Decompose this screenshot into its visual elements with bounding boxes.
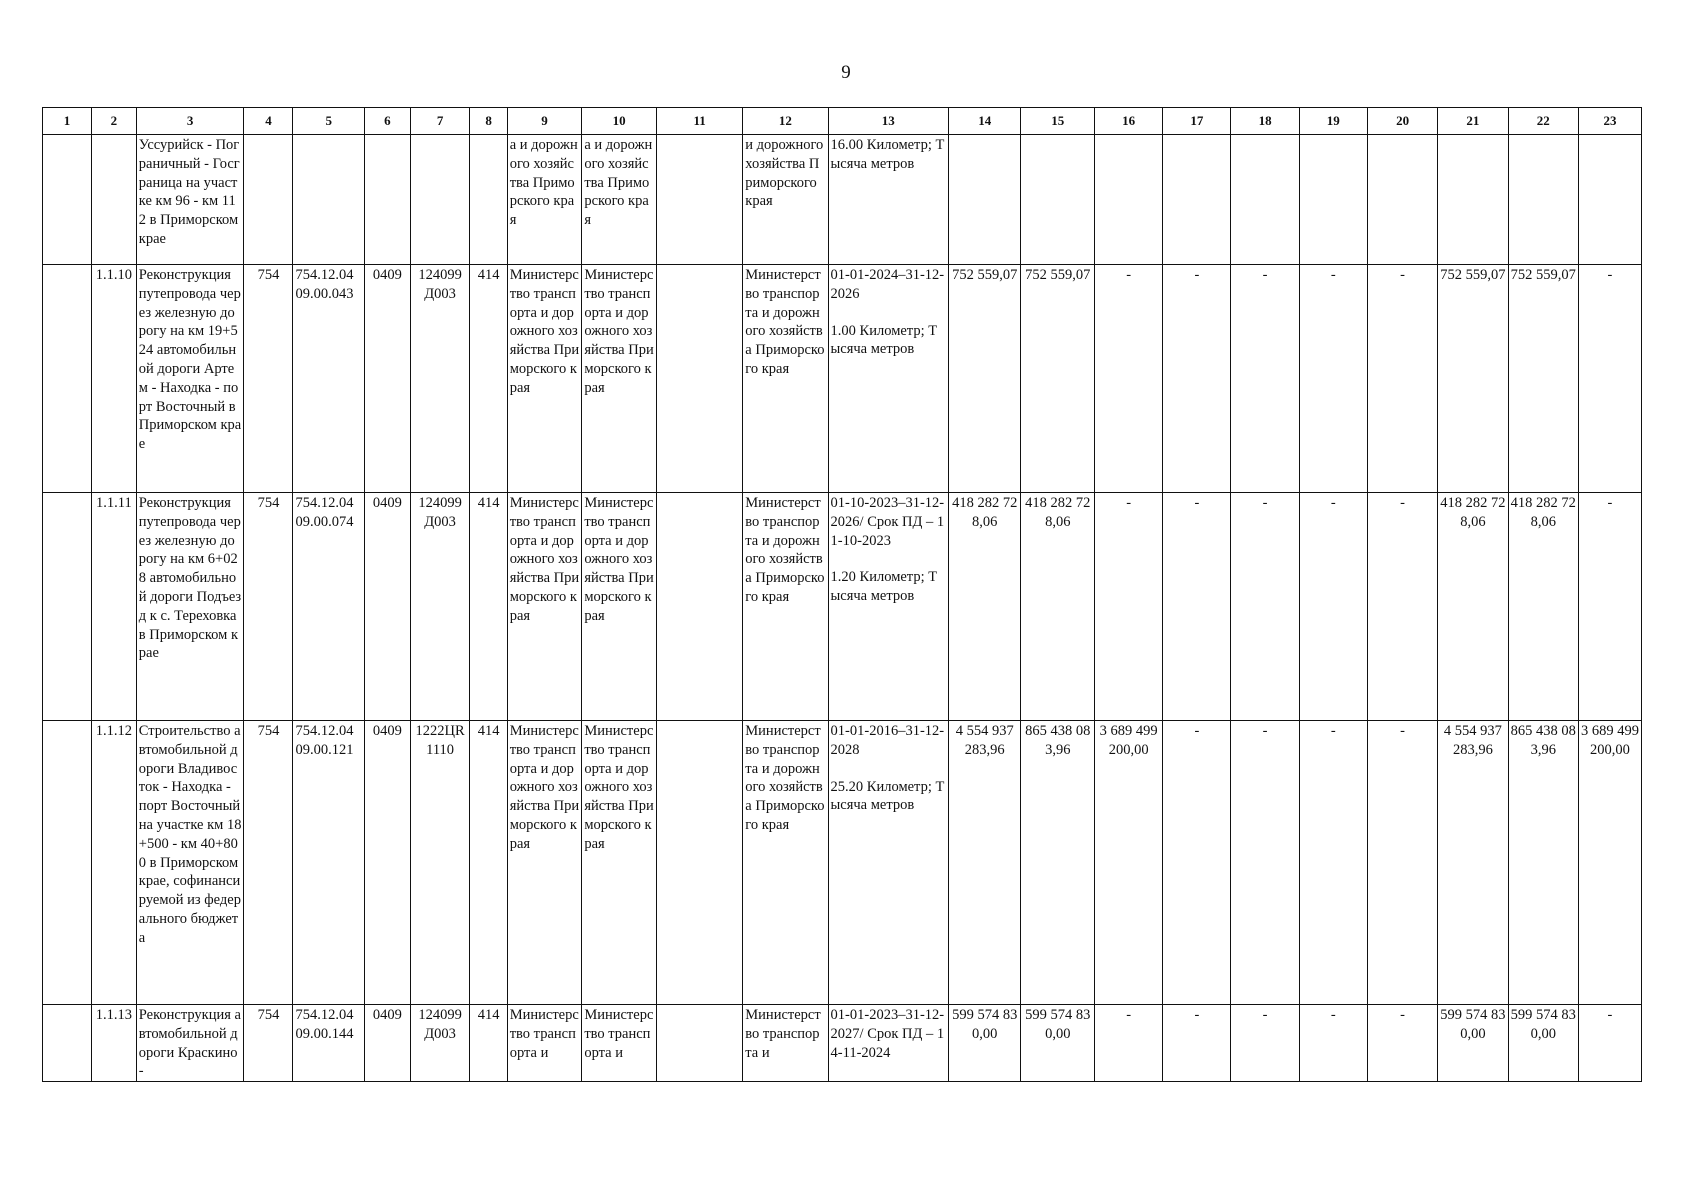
cell-name: Уссурийск - Пограничный - Госграница на участке км 96 - км 112 в Приморском крае [136, 135, 244, 265]
cell-col5 [293, 135, 364, 265]
cell-col10: Министерство транспорта и дорожного хозяйства Приморского края [582, 493, 657, 721]
column-header: 7 [410, 108, 470, 135]
cell-code: 1.1.12 [92, 721, 137, 1005]
cell-col7: 124099 Д003 [410, 493, 470, 721]
column-header: 4 [244, 108, 293, 135]
cell-col12: Министерство транспорта и дорожного хозяйства Приморского края [743, 265, 828, 493]
cell-code: 1.1.13 [92, 1005, 137, 1082]
cell-col13-period: 01-10-2023–31-12-2026/ Срок ПД – 11-10-2023 [830, 495, 945, 549]
cell-col5: 754.12.04 09.00.144 [293, 1005, 364, 1082]
cell-col4 [244, 135, 293, 265]
column-header: 20 [1367, 108, 1437, 135]
cell-col17 [1163, 135, 1231, 265]
cell-col21 [1438, 135, 1508, 265]
cell-col18 [1231, 135, 1299, 265]
cell-col18: - [1231, 1005, 1299, 1082]
cell-col18: - [1231, 265, 1299, 493]
cell-col11 [656, 493, 742, 721]
cell-col12: Министерство транспорта и дорожного хозяйства Приморского края [743, 493, 828, 721]
cell-col19: - [1299, 721, 1367, 1005]
cell-col10: Министерство транспорта и дорожного хозяйства Приморского края [582, 721, 657, 1005]
cell-col4: 754 [244, 721, 293, 1005]
cell-name: Реконструкция путепровода через железную дорогу на км 6+028 автомобильной дороги Подъезд к с. Тереховка в Приморском крае [136, 493, 244, 721]
column-header: 2 [92, 108, 137, 135]
cell-col9: Министерство транспорта и дорожного хозяйства Приморского края [507, 265, 582, 493]
column-header: 13 [828, 108, 948, 135]
cell-name: Реконструкция путепровода через железную дорогу на км 19+524 автомобильной дороги Артем - Находка - порт Восточный в Приморском крае [136, 265, 244, 493]
column-header: 12 [743, 108, 828, 135]
cell-col9: Министерство транспорта и дорожного хозяйства Приморского края [507, 493, 582, 721]
cell-col11 [656, 721, 742, 1005]
table-row [43, 721, 1642, 1005]
cell-col18: - [1231, 721, 1299, 1005]
cell-name: Строительство автомобильной дороги Владивосток - Находка - порт Восточный на участке км 18+500 - км 40+800 в Приморском крае, софинансируемой из федерального бюджета [136, 721, 244, 1005]
cell-code: 1.1.11 [92, 493, 137, 721]
column-header: 11 [656, 108, 742, 135]
column-header: 5 [293, 108, 364, 135]
cell-col13 [828, 265, 948, 493]
cell-col6: 0409 [364, 493, 410, 721]
cell-num [43, 265, 92, 493]
page-number: 9 [841, 62, 851, 83]
cell-num [43, 493, 92, 721]
cell-col22: 865 438 083,96 [1508, 721, 1578, 1005]
cell-col10: Министерство транспорта и [582, 1005, 657, 1082]
cell-col6 [364, 135, 410, 265]
cell-col10: Министерство транспорта и дорожного хозяйства Приморского края [582, 265, 657, 493]
cell-col22: 752 559,07 [1508, 265, 1578, 493]
table-row [43, 265, 1642, 493]
cell-col13-capacity: 25.20 Километр; Тысяча метров [830, 778, 945, 814]
cell-col11 [656, 265, 742, 493]
cell-col8: 414 [470, 265, 507, 493]
cell-num [43, 135, 92, 265]
column-header: 16 [1095, 108, 1163, 135]
cell-col13-period: 01-01-2024–31-12-2026 [830, 267, 945, 302]
cell-col13-period: 01-01-2016–31-12-2028 [830, 723, 945, 758]
column-header: 1 [43, 108, 92, 135]
cell-col19: - [1299, 1005, 1367, 1082]
cell-col4: 754 [244, 265, 293, 493]
cell-code: 1.1.10 [92, 265, 137, 493]
cell-col7 [410, 135, 470, 265]
cell-col20: - [1367, 721, 1437, 1005]
cell-col23: - [1578, 265, 1641, 493]
cell-col16: - [1095, 1005, 1163, 1082]
cell-col20: - [1367, 265, 1437, 493]
cell-col23 [1578, 135, 1641, 265]
cell-col20 [1367, 135, 1437, 265]
cell-col13: 01-01-2023–31-12-2027/ Срок ПД – 14-11-2024 [828, 1005, 948, 1082]
cell-col5: 754.12.04 09.00.043 [293, 265, 364, 493]
cell-col4: 754 [244, 493, 293, 721]
cell-col5: 754.12.04 09.00.074 [293, 493, 364, 721]
cell-col13 [828, 493, 948, 721]
cell-col11 [656, 1005, 742, 1082]
cell-col12: Министерство транспорта и [743, 1005, 828, 1082]
cell-code [92, 135, 137, 265]
cell-col7: 124099 Д003 [410, 265, 470, 493]
column-header: 19 [1299, 108, 1367, 135]
column-header: 3 [136, 108, 244, 135]
cell-col7: 1222ЦR 1110 [410, 721, 470, 1005]
cell-col12: и дорожного хозяйства Приморского края [743, 135, 828, 265]
cell-name: Реконструкция автомобильной дороги Краскино - [136, 1005, 244, 1082]
cell-col21: 418 282 728,06 [1438, 493, 1508, 721]
cell-col19 [1299, 135, 1367, 265]
cell-col14: 418 282 728,06 [949, 493, 1021, 721]
cell-col13-capacity: 1.20 Километр; Тысяча метров [830, 569, 938, 605]
cell-col6: 0409 [364, 1005, 410, 1082]
column-header: 15 [1021, 108, 1095, 135]
column-header: 10 [582, 108, 657, 135]
cell-col17: - [1163, 721, 1231, 1005]
column-header: 22 [1508, 108, 1578, 135]
cell-col23: - [1578, 1005, 1641, 1082]
column-header: 23 [1578, 108, 1641, 135]
header-row [43, 108, 1642, 135]
cell-col17: - [1163, 1005, 1231, 1082]
column-header: 9 [507, 108, 582, 135]
cell-col7: 124099 Д003 [410, 1005, 470, 1082]
cell-col18: - [1231, 493, 1299, 721]
cell-col15: 418 282 728,06 [1021, 493, 1095, 721]
cell-col22: 599 574 830,00 [1508, 1005, 1578, 1082]
column-header: 17 [1163, 108, 1231, 135]
cell-col8: 414 [470, 493, 507, 721]
cell-col13-capacity: 1.00 Километр; Тысяча метров [830, 322, 938, 358]
cell-col19: - [1299, 265, 1367, 493]
cell-col14: 4 554 937 283,96 [949, 721, 1021, 1005]
cell-col13: 16.00 Километр; Тысяча метров [828, 135, 948, 265]
column-header: 21 [1438, 108, 1508, 135]
cell-col21: 752 559,07 [1438, 265, 1508, 493]
cell-col14: 752 559,07 [949, 265, 1021, 493]
table-row [43, 135, 1642, 265]
cell-col5: 754.12.04 09.00.121 [293, 721, 364, 1005]
cell-col21: 4 554 937 283,96 [1438, 721, 1508, 1005]
cell-col6: 0409 [364, 721, 410, 1005]
cell-col9: Министерство транспорта и дорожного хозяйства Приморского края [507, 721, 582, 1005]
cell-col13 [828, 721, 948, 1005]
cell-col8: 414 [470, 721, 507, 1005]
cell-col14: 599 574 830,00 [949, 1005, 1021, 1082]
cell-col9: Министерство транспорта и [507, 1005, 582, 1082]
budget-table [42, 107, 1642, 1082]
cell-col11 [656, 135, 742, 265]
cell-col22 [1508, 135, 1578, 265]
column-header: 14 [949, 108, 1021, 135]
cell-col19: - [1299, 493, 1367, 721]
cell-col4: 754 [244, 1005, 293, 1082]
cell-col15: 865 438 083,96 [1021, 721, 1095, 1005]
cell-col15: 752 559,07 [1021, 265, 1095, 493]
column-header: 18 [1231, 108, 1299, 135]
cell-col16: - [1095, 265, 1163, 493]
cell-col22: 418 282 728,06 [1508, 493, 1578, 721]
cell-col6: 0409 [364, 265, 410, 493]
cell-col15: 599 574 830,00 [1021, 1005, 1095, 1082]
cell-col12: Министерство транспорта и дорожного хозяйства Приморского края [743, 721, 828, 1005]
cell-col10: а и дорожного хозяйства Приморского края [582, 135, 657, 265]
cell-num [43, 721, 92, 1005]
cell-col16: - [1095, 493, 1163, 721]
cell-col16 [1095, 135, 1163, 265]
column-header: 6 [364, 108, 410, 135]
cell-col21: 599 574 830,00 [1438, 1005, 1508, 1082]
cell-col8 [470, 135, 507, 265]
cell-col17: - [1163, 493, 1231, 721]
cell-col23: - [1578, 493, 1641, 721]
cell-col16: 3 689 499 200,00 [1095, 721, 1163, 1005]
cell-col14 [949, 135, 1021, 265]
cell-col23: 3 689 499 200,00 [1578, 721, 1641, 1005]
table-row [43, 493, 1642, 721]
table-row [43, 1005, 1642, 1082]
cell-col8: 414 [470, 1005, 507, 1082]
column-header: 8 [470, 108, 507, 135]
cell-col9: а и дорожного хозяйства Приморского края [507, 135, 582, 265]
cell-col17: - [1163, 265, 1231, 493]
cell-col20: - [1367, 1005, 1437, 1082]
cell-col20: - [1367, 493, 1437, 721]
cell-num [43, 1005, 92, 1082]
cell-col15 [1021, 135, 1095, 265]
